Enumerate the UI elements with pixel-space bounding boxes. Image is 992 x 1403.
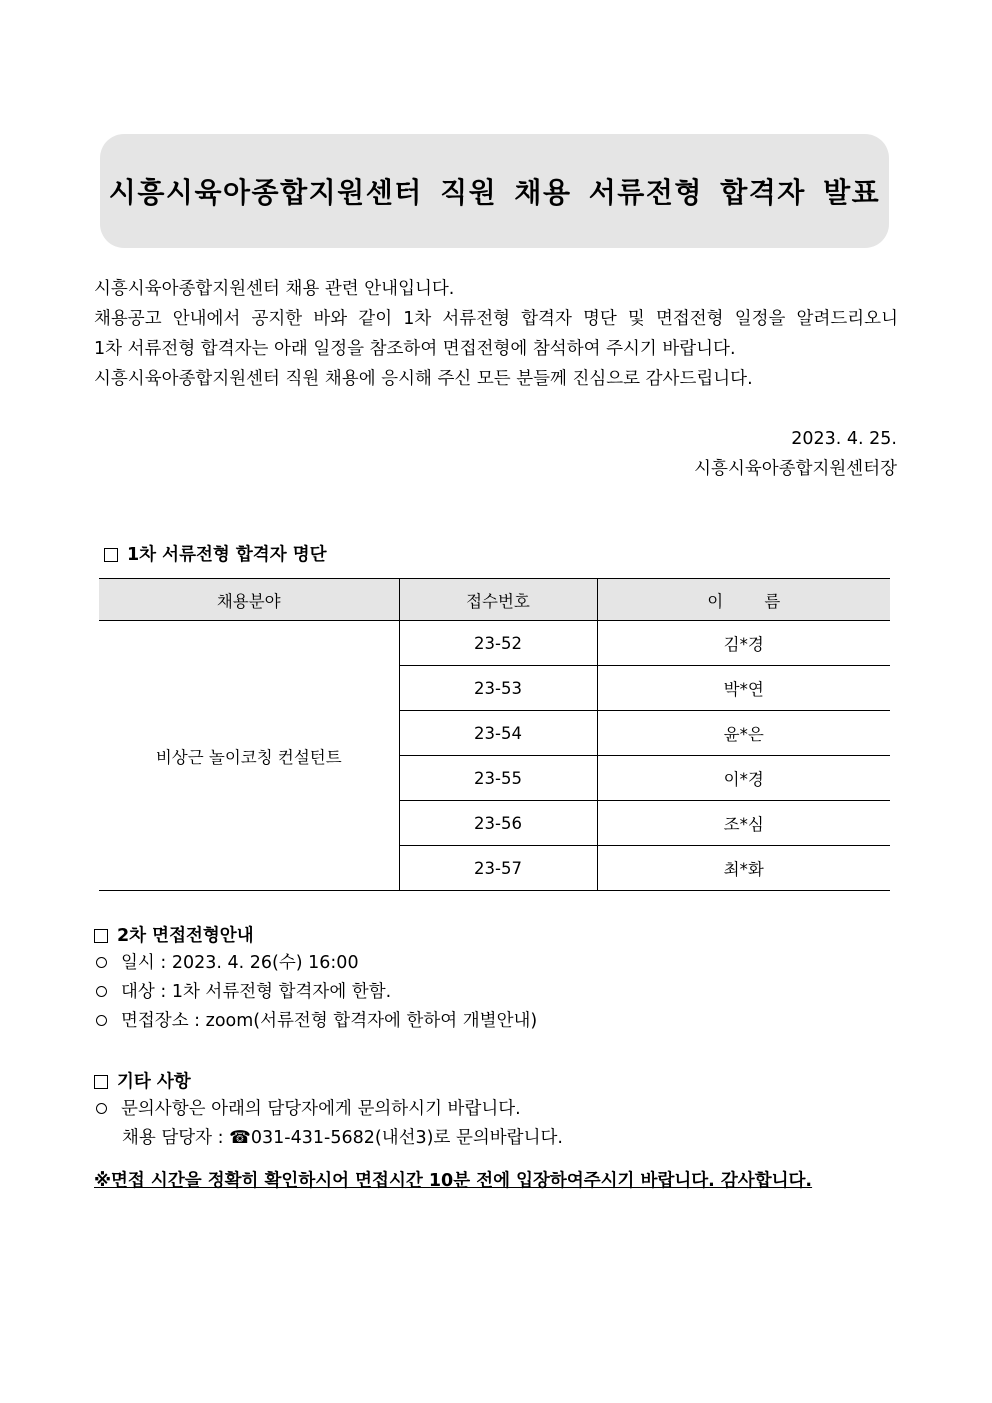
- signer: 시흥시육아종합지원센터장: [694, 459, 897, 479]
- table-header-row: [99, 579, 890, 621]
- title-banner: [100, 134, 889, 248]
- interview-target: 대상 : 1차 서류전형 합격자에 한함.: [121, 982, 392, 1002]
- number-cell: 23-56: [399, 801, 597, 846]
- section3-heading: [94, 1068, 191, 1093]
- section2-heading-text: 2차 면접전형안내: [117, 926, 254, 946]
- bullet-circle-icon: [96, 957, 107, 968]
- name-cell: 김*경: [597, 621, 890, 666]
- number-cell: 23-52: [399, 621, 597, 666]
- misc-info-list: [94, 1095, 563, 1153]
- name-cell: 최*화: [597, 846, 890, 891]
- number-cell: 23-53: [399, 666, 597, 711]
- section2-heading: [94, 922, 254, 947]
- col-header-field: 채용분야: [99, 579, 399, 621]
- name-cell: 조*심: [597, 801, 890, 846]
- list-item: [94, 949, 537, 978]
- field-cell: 비상근 놀이코칭 컨설턴트: [99, 621, 399, 891]
- passer-table: [99, 578, 890, 891]
- signature-block: [694, 424, 897, 484]
- bullet-circle-icon: [96, 1015, 107, 1026]
- col-header-number: 접수번호: [399, 579, 597, 621]
- section3-heading-text: 기타 사항: [117, 1072, 191, 1092]
- bullet-circle-icon: [96, 1103, 107, 1114]
- section1-heading-text: 1차 서류전형 합격자 명단: [127, 545, 327, 565]
- intro-paragraph: [94, 274, 898, 394]
- page-title: 시흥시육아종합지원센터 직원 채용 서류전형 합격자 발표: [108, 176, 881, 209]
- number-cell: 23-57: [399, 846, 597, 891]
- table-row: [99, 621, 890, 666]
- list-item: [94, 1007, 537, 1036]
- number-cell: 23-55: [399, 756, 597, 801]
- interview-notice: ※면접 시간을 정확히 확인하시어 면접시간 10분 전에 입장하여주시기 바랍니다. 감사합니다.: [94, 1171, 813, 1191]
- name-cell: 박*연: [597, 666, 890, 711]
- list-item: [94, 978, 537, 1007]
- name-cell: 윤*은: [597, 711, 890, 756]
- name-cell: 이*경: [597, 756, 890, 801]
- list-item: [94, 1095, 563, 1124]
- intro-line: 시흥시육아종합지원센터 채용 관련 안내입니다.: [94, 279, 455, 299]
- intro-line: 1차 서류전형 합격자는 아래 일정을 참조하여 면접전형에 참석하여 주시기 바랍니다.: [94, 339, 736, 359]
- intro-line: 채용공고 안내에서 공지한 바와 같이 1차 서류전형 합격자 명단 및 면접전형 일정을 알려드리오니: [94, 309, 898, 329]
- issue-date: 2023. 4. 25.: [791, 429, 897, 449]
- checkbox-square-icon: [94, 1075, 108, 1089]
- section1-heading: [104, 541, 327, 566]
- number-cell: 23-54: [399, 711, 597, 756]
- intro-line: 시흥시육아종합지원센터 직원 채용에 응시해 주신 모든 분들께 진심으로 감사드립니다.: [94, 369, 753, 389]
- bullet-circle-icon: [96, 986, 107, 997]
- col-header-name: 이 름: [597, 579, 890, 621]
- checkbox-square-icon: [104, 548, 118, 562]
- checkbox-square-icon: [94, 929, 108, 943]
- inquiry-text: 문의사항은 아래의 담당자에게 문의하시기 바랍니다.: [121, 1099, 521, 1119]
- contact-line: 채용 담당자 : ☎031-431-5682(내선3)로 문의바랍니다.: [122, 1128, 563, 1148]
- interview-date: 일시 : 2023. 4. 26(수) 16:00: [121, 953, 359, 973]
- interview-place: 면접장소 : zoom(서류전형 합격자에 한하여 개별안내): [121, 1011, 538, 1031]
- interview-info-list: [94, 949, 537, 1036]
